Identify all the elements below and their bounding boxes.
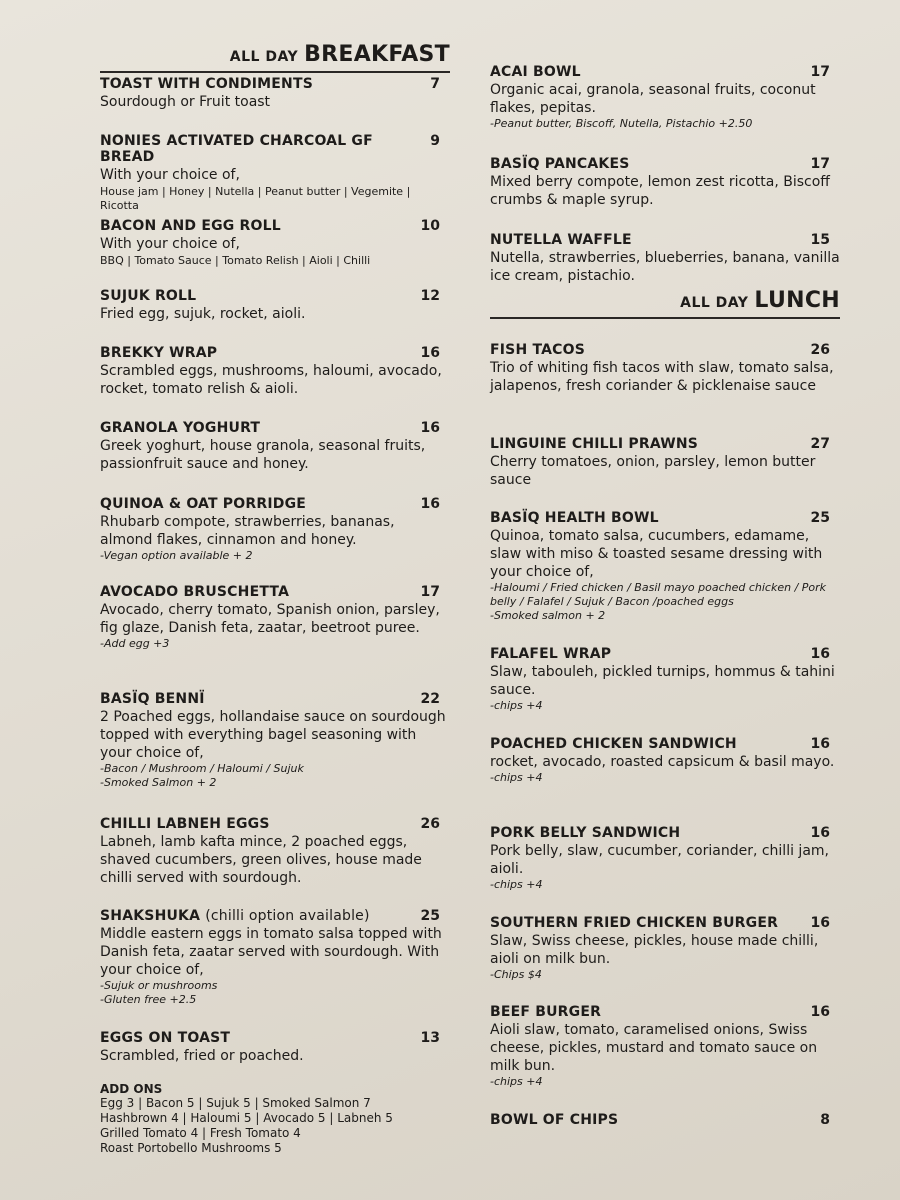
menu-item-price: 16 (810, 736, 830, 752)
menu-item-name-text: FALAFEL WRAP (490, 646, 612, 662)
menu-item-head (490, 510, 840, 526)
menu-item-price: 13 (420, 1030, 440, 1046)
menu-item-name-text: CHILLI LABNEH EGGS (100, 816, 270, 832)
menu-item-name (490, 1112, 618, 1128)
menu-item-price: 7 (430, 76, 440, 92)
menu-item-description: Nutella, strawberries, blueberries, banana, vanilla ice cream, pistachio. (490, 250, 840, 284)
menu-item-description: Scrambled eggs, mushrooms, haloumi, avocado, rocket, tomato relish & aioli. (100, 363, 442, 397)
menu-item-price: 26 (810, 342, 830, 358)
menu-item (490, 436, 840, 489)
menu-item-extra: -chips +4 (490, 699, 543, 712)
menu-item-name (490, 436, 698, 452)
menu-item-head (100, 1030, 450, 1046)
lunch-header-small: ALL DAY (680, 295, 749, 311)
menu-item (100, 496, 450, 563)
menu-item-name (100, 816, 270, 832)
menu-item-head (100, 345, 450, 361)
menu-item-head (490, 342, 840, 358)
menu-item-description: Pork belly, slaw, cucumber, coriander, chilli jam, aioli. (490, 843, 829, 877)
add-ons (100, 1082, 450, 1156)
menu-item-price: 16 (420, 420, 440, 436)
lunch-header (490, 288, 840, 319)
menu-item-head (100, 908, 450, 924)
menu-item-price: 10 (420, 218, 440, 234)
menu-item-extra: -chips +4 (490, 1075, 543, 1088)
menu-item-name (100, 584, 289, 600)
menu-item-price: 16 (810, 825, 830, 841)
menu-item-name-text: FISH TACOS (490, 342, 586, 358)
menu-item (100, 345, 450, 398)
menu-item-price: 16 (810, 1004, 830, 1020)
menu-item-name (490, 510, 659, 526)
menu-item-name-text: BASÏQ BENNÏ (100, 691, 205, 707)
menu-item-options: House jam | Honey | Nutella | Peanut butter | Vegemite | Ricotta (100, 185, 411, 212)
menu-item (490, 736, 840, 785)
menu-item-head (490, 64, 840, 80)
menu-item-price: 8 (820, 1112, 830, 1128)
menu-item-price: 17 (810, 156, 830, 172)
add-ons-line: Hashbrown 4 | Haloumi 5 | Avocado 5 | Labneh 5 (100, 1111, 393, 1125)
menu-item-description: Trio of whiting fish tacos with slaw, tomato salsa, jalapenos, fresh coriander & picklenaise sauce (490, 360, 834, 394)
add-ons-line: Roast Portobello Mushrooms 5 (100, 1141, 282, 1155)
menu-item-name (490, 1004, 601, 1020)
menu-item-description: Mixed berry compote, lemon zest ricotta, Biscoff crumbs & maple syrup. (490, 174, 830, 208)
menu-item-name-text: AVOCADO BRUSCHETTA (100, 584, 290, 600)
add-ons-title: ADD ONS (100, 1082, 163, 1096)
menu-item-description: Scrambled, fried or poached. (100, 1048, 304, 1064)
menu-item-head (490, 156, 840, 172)
menu-item-description: Rhubarb compote, strawberries, bananas, almond flakes, cinnamon and honey. (100, 514, 395, 548)
menu-item-price: 9 (430, 133, 440, 149)
menu-item-price: 16 (810, 646, 830, 662)
menu-item-extra: -Peanut butter, Biscoff, Nutella, Pistachio +2.50 (490, 117, 753, 130)
menu-item-extra: -Smoked Salmon + 2 (100, 776, 217, 789)
menu-item (100, 816, 450, 887)
menu-item-name (490, 64, 581, 80)
menu-item-description: Middle eastern eggs in tomato salsa topped with Danish feta, zaatar served with sourdough. With your choice of, (100, 926, 442, 978)
menu-item-name-text: POACHED CHICKEN SANDWICH (490, 736, 737, 752)
menu-item-price: 16 (420, 345, 440, 361)
menu-item-options: BBQ | Tomato Sauce | Tomato Relish | Aioli | Chilli (100, 254, 371, 267)
menu-item-description: Organic acai, granola, seasonal fruits, coconut flakes, pepitas. (490, 82, 816, 116)
menu-item-note: (chilli option available) (205, 908, 370, 924)
menu-item-name-text: BOWL OF CHIPS (490, 1112, 619, 1128)
menu-item-extra: -Chips $4 (490, 968, 542, 981)
menu-item-head (490, 1112, 840, 1128)
menu-item-name (100, 76, 313, 92)
menu-item-extra: -chips +4 (490, 878, 543, 891)
menu-item-name-text: PORK BELLY SANDWICH (490, 825, 681, 841)
menu-item-description: Avocado, cherry tomato, Spanish onion, parsley, fig glaze, Danish feta, zaatar, beetroot puree. (100, 602, 440, 636)
menu-item (100, 420, 450, 473)
lunch-header-big: LUNCH (754, 288, 840, 313)
menu-item-description: Cherry tomatoes, onion, parsley, lemon butter sauce (490, 454, 816, 488)
menu-item (490, 646, 840, 713)
menu-item-name (100, 345, 217, 361)
menu-item-head (100, 584, 450, 600)
menu-item-name (100, 908, 370, 924)
menu-item-name-text: BREKKY WRAP (100, 345, 218, 361)
menu-item (490, 156, 840, 209)
breakfast-header-big: BREAKFAST (304, 42, 450, 67)
menu-item-extra: -Vegan option available + 2 (100, 549, 253, 562)
menu-item (100, 218, 450, 268)
menu-item-extra: -Gluten free +2.5 (100, 993, 197, 1006)
menu-item-extra: -Bacon / Mushroom / Haloumi / Sujuk (100, 762, 304, 775)
menu-item-name (490, 646, 611, 662)
menu-item-name-text: EGGS ON TOAST (100, 1030, 231, 1046)
breakfast-header-small: ALL DAY (229, 49, 299, 65)
menu-item-head (490, 232, 840, 248)
menu-item (490, 825, 840, 892)
menu-item (100, 133, 450, 213)
menu-item-name-text: ACAI BOWL (490, 64, 581, 80)
menu-item-head (100, 76, 450, 92)
menu-item-head (100, 218, 450, 234)
add-ons-line: Grilled Tomato 4 | Fresh Tomato 4 (100, 1126, 301, 1140)
menu-item-name-text: SUJUK ROLL (100, 288, 197, 304)
menu-item-extra: -Add egg +3 (100, 637, 170, 650)
menu-item-name (490, 342, 585, 358)
menu-item-head (490, 736, 840, 752)
menu-item-name-text: BACON AND EGG ROLL (100, 218, 281, 234)
menu-item (100, 908, 450, 1007)
menu-item-description: Quinoa, tomato salsa, cucumbers, edamame, slaw with miso & toasted sesame dressing with your choice of, (490, 528, 823, 580)
menu-item-description: With your choice of, (100, 167, 240, 183)
menu-item-price: 25 (810, 510, 830, 526)
menu-item-name (100, 496, 306, 512)
menu-item (100, 288, 450, 323)
menu-item-name (100, 420, 260, 436)
menu-item-name-text: LINGUINE CHILLI PRAWNS (490, 436, 699, 452)
menu-item-price: 27 (810, 436, 830, 452)
menu-item (100, 76, 450, 111)
menu-item-head (100, 691, 450, 707)
menu-item-name (490, 915, 778, 931)
menu-item-price: 25 (420, 908, 440, 924)
menu-item-name-text: NUTELLA WAFFLE (490, 232, 632, 248)
menu-item-name-text: GRANOLA YOGHURT (100, 420, 261, 436)
menu-item-head (490, 646, 840, 662)
menu-item-name-text: BASÏQ HEALTH BOWL (490, 510, 659, 526)
menu-item-name (100, 218, 281, 234)
menu-item-head (100, 288, 450, 304)
menu-item-name (100, 288, 196, 304)
menu-item (490, 510, 840, 623)
menu-item-price: 17 (810, 64, 830, 80)
menu-item (100, 691, 450, 790)
menu-item-description: 2 Poached eggs, hollandaise sauce on sourdough topped with everything bagel seasoning with your choice of, (100, 709, 446, 761)
menu-item-name-text: SHAKSHUKA (100, 908, 201, 924)
menu-item-name (100, 133, 430, 165)
menu-item-description: Labneh, lamb kafta mince, 2 poached eggs, shaved cucumbers, green olives, house made chilli served with sourdough. (100, 834, 422, 886)
menu-item (490, 1004, 840, 1089)
menu-item-price: 15 (810, 232, 830, 248)
menu-item-head (490, 915, 840, 931)
menu-item-name (490, 156, 630, 172)
menu-item-name-text: BEEF BURGER (490, 1004, 602, 1020)
menu-item-description: Sourdough or Fruit toast (100, 94, 271, 110)
add-ons-line: Egg 3 | Bacon 5 | Sujuk 5 | Smoked Salmon 7 (100, 1096, 371, 1110)
menu-item-name (490, 736, 737, 752)
menu-item-description: With your choice of, (100, 236, 240, 252)
menu-item-name-text: BASÏQ PANCAKES (490, 156, 630, 172)
menu-item-price: 16 (420, 496, 440, 512)
menu-item (490, 64, 840, 131)
menu-item-price: 12 (420, 288, 440, 304)
menu-item-head (490, 1004, 840, 1020)
menu-item-head (490, 436, 840, 452)
menu-item (100, 1030, 450, 1065)
menu-item-extra: -Smoked salmon + 2 (490, 609, 606, 622)
breakfast-header (100, 42, 450, 73)
menu-item-description: Slaw, Swiss cheese, pickles, house made chilli, aioli on milk bun. (490, 933, 819, 967)
menu-item-name-text: TOAST WITH CONDIMENTS (100, 76, 313, 92)
menu-item-extra: -chips +4 (490, 771, 543, 784)
menu-item-head (100, 816, 450, 832)
menu-item-head (490, 825, 840, 841)
menu-item (100, 584, 450, 651)
menu-item-name-text: QUINOA & OAT PORRIDGE (100, 496, 307, 512)
menu-item-description: Aioli slaw, tomato, caramelised onions, Swiss cheese, pickles, mustard and tomato sauce on milk bun. (490, 1022, 818, 1074)
menu-item-head (100, 133, 450, 165)
menu-item (490, 232, 840, 285)
menu-item-name (490, 825, 680, 841)
menu-item-price: 26 (420, 816, 440, 832)
menu-item-head (100, 420, 450, 436)
menu-item-head (100, 496, 450, 512)
menu-item-price: 17 (420, 584, 440, 600)
menu-item-name (490, 232, 632, 248)
menu-item-description: Slaw, tabouleh, pickled turnips, hommus & tahini sauce. (490, 664, 835, 698)
menu-item (490, 1112, 840, 1128)
menu-item-description: Fried egg, sujuk, rocket, aioli. (100, 306, 306, 322)
menu-item (490, 915, 840, 982)
menu-item-extra: -Haloumi / Fried chicken / Basil mayo poached chicken / Pork belly / Falafel / Sujuk / Bacon /poached eggs (490, 581, 827, 608)
menu-item-extra: -Sujuk or mushrooms (100, 979, 218, 992)
menu-item-price: 22 (420, 691, 440, 707)
menu-item-price: 16 (810, 915, 830, 931)
menu-item-description: rocket, avocado, roasted capsicum & basil mayo. (490, 754, 835, 770)
menu-item-name (100, 1030, 230, 1046)
menu-item-name-text: SOUTHERN FRIED CHICKEN BURGER (490, 915, 779, 931)
menu-item-description: Greek yoghurt, house granola, seasonal fruits, passionfruit sauce and honey. (100, 438, 426, 472)
menu-item-name-text: NONIES ACTIVATED CHARCOAL GF BREAD (100, 133, 373, 165)
menu-item-name (100, 691, 205, 707)
menu-item (490, 342, 840, 395)
